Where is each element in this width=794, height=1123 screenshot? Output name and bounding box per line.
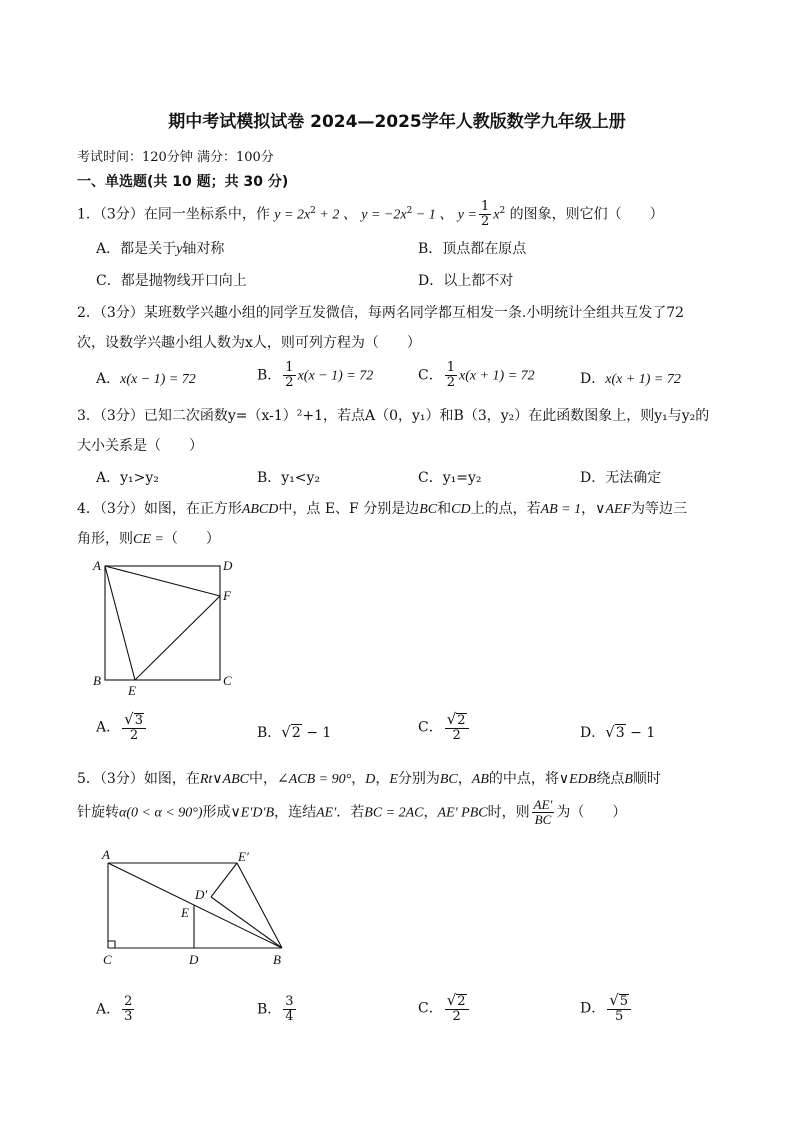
q2-option-b[interactable]	[257, 361, 373, 390]
q5-t7: ，	[375, 771, 390, 787]
q1-sup-3: 2	[499, 205, 506, 216]
q3-line-1: 3．（3分）已知二次函数y=（x-1）²+1，若点A（0，y₁）和B（3，y₂）在此函数图象上，则y₁与y₂的	[77, 408, 710, 424]
section-heading: 一、单选题(共 10 题；共 30 分)	[77, 174, 289, 190]
q4-t6: CD	[451, 502, 471, 517]
q4-t7: 上的点，若	[470, 501, 541, 517]
label-c: C	[223, 673, 232, 688]
q1-frac-den: 2	[480, 214, 490, 229]
q2-option-a-expr: x(x − 1) = 72	[120, 372, 196, 387]
q5-t5: ，	[351, 771, 366, 787]
label-d-prime: D′	[195, 887, 208, 902]
q5-b-num: 3	[285, 994, 294, 1009]
q4-option-b-label: B．	[257, 725, 282, 741]
q4-t10: ∨AEF	[595, 502, 632, 517]
q4-t11: 为等边三	[631, 501, 688, 517]
label-f: F	[223, 588, 231, 603]
q5-t20: 形成	[202, 804, 231, 821]
q5-c-den: 2	[452, 1009, 461, 1024]
q5-d-den: 5	[615, 1009, 624, 1024]
q4-d-rest: − 1	[625, 725, 656, 741]
q2-line-2: 次，设数学兴趣小组人数为x人，则可列方程为（ ）	[77, 335, 421, 351]
q4-a-den: 2	[129, 728, 139, 743]
q5-d-radicand: 5	[619, 994, 629, 1009]
q4-b-radicand: 2	[291, 725, 301, 741]
q1-option-a[interactable]	[96, 238, 224, 258]
q1-option-a-text: A．都是关于	[96, 241, 177, 257]
q5-t10: BC	[439, 772, 458, 787]
q1-option-b[interactable]: B．顶点都在原点	[418, 241, 527, 257]
q5-t22: ，连结	[274, 804, 317, 821]
q5-t27: AE′ PBC	[437, 805, 488, 821]
q4-option-a-frac: $\frac{√3}{2}$	[122, 712, 146, 743]
label-a: A	[93, 558, 101, 573]
q1-formula-3b: x	[493, 207, 500, 223]
q4-t12: 角形，则	[77, 531, 133, 547]
q2-b-den: 2	[285, 375, 294, 390]
q4-t2: ABCD	[241, 502, 279, 517]
label-d: D	[223, 558, 233, 573]
q1-sup-1: 2	[310, 205, 316, 216]
q5-t26: ，	[423, 804, 438, 821]
q2-option-d[interactable]	[580, 368, 681, 388]
q5-t4: ∠ACB = 90°	[276, 772, 352, 787]
q4-d-radicand: 3	[615, 725, 625, 741]
q1-frac-num: 1	[480, 199, 490, 214]
q1-formula-2: y = −2x	[361, 207, 407, 223]
page-title: 期中考试模拟试卷 2024—2025学年人教版数学九年级上册	[168, 112, 626, 132]
q2-option-d-expr: x(x + 1) = 72	[605, 372, 681, 387]
q1-fraction	[479, 200, 491, 229]
exam-meta: 考试时间：120分钟 满分：100分	[77, 150, 274, 165]
q5-option-a-label: A．	[96, 1001, 121, 1018]
q5-t19: α(0 < α < 90°)	[119, 805, 203, 821]
q4-option-c-label: C．	[418, 719, 443, 736]
q4-b-rest: − 1	[301, 725, 332, 741]
q2-option-a-label: A．	[96, 371, 121, 387]
q5-t3: 中，	[248, 771, 277, 787]
q3-line-2: 大小关系是（ ）	[77, 438, 203, 454]
q2-option-c-label: C．	[418, 367, 443, 384]
q4-t4: BC	[419, 502, 438, 517]
q2-option-c-expr: x(x + 1) = 72	[459, 368, 535, 384]
q2-option-c[interactable]	[418, 361, 535, 390]
q5-t21: ∨E′D′B	[230, 805, 275, 821]
q4-option-a-label: A．	[96, 719, 121, 736]
q2-option-a[interactable]	[96, 368, 196, 388]
q5-t29: 为（ ）	[556, 804, 627, 821]
q1-option-c[interactable]: C．都是抛物线开口向上	[96, 273, 247, 289]
q5-t2: Rt∨ABC	[199, 772, 249, 787]
q1-suffix: 的图象，则它们（ ）	[509, 206, 664, 223]
q1-formula-2b: − 1 、	[412, 207, 454, 223]
q1-formula-1: y = 2x	[274, 207, 311, 223]
q4-t3: 中，点 E、F 分别是边	[278, 501, 420, 517]
q5-t11: ，	[457, 771, 472, 787]
q3-option-d[interactable]: D．无法确定	[580, 470, 662, 486]
q4-t13: CE =	[133, 532, 164, 547]
q5-t1: 5．（3分）如图，在	[77, 771, 200, 787]
question-1	[77, 200, 664, 229]
q2-option-b-label: B．	[257, 367, 282, 384]
q5-option-b-label: B．	[257, 1001, 282, 1018]
q1-formula-1b: + 2 、	[315, 207, 357, 223]
q5-t24: ．若	[336, 804, 365, 821]
q4-option-a[interactable]	[96, 712, 148, 743]
q5-t16: B	[624, 772, 633, 787]
q3-option-a[interactable]: A．y₁>y₂	[96, 470, 159, 486]
label-e: E	[128, 683, 136, 698]
q4-option-d-label: D．	[580, 725, 606, 741]
q4-square-figure	[88, 555, 248, 700]
q5-ratio-frac	[532, 798, 555, 827]
q5-t15: 绕点	[596, 771, 625, 787]
q5-line-2	[77, 798, 626, 827]
q5-t13: 的中点，将	[488, 771, 559, 787]
q4-t1: 4．（3分）如图，在正方形	[77, 501, 242, 517]
q4-option-c-frac: $\frac{√2}{2}$	[445, 712, 469, 743]
q5-b-den: 4	[285, 1009, 294, 1024]
q3-option-b[interactable]: B．y₁<y₂	[257, 470, 321, 486]
q4-line-2	[77, 528, 220, 548]
q5-t23: AE′	[316, 805, 337, 821]
q5-t8: E	[389, 772, 398, 787]
q2-option-d-label: D．	[580, 371, 606, 387]
q5-option-c[interactable]	[418, 993, 471, 1024]
segment-ef	[135, 596, 220, 680]
q2-option-c-frac	[445, 361, 457, 390]
label-b: B	[93, 673, 101, 688]
q4-c-den: 2	[452, 728, 461, 743]
q5-option-d-frac: $\frac{√5}{5}$	[607, 993, 631, 1024]
q5-t17: 顺时	[632, 771, 661, 787]
q4-t8: AB = 1	[540, 502, 582, 517]
q5-option-d[interactable]	[580, 993, 633, 1024]
q5-option-a[interactable]	[96, 995, 136, 1024]
label-a: A	[102, 847, 110, 862]
q5-t14: ∨EDB	[558, 772, 597, 787]
q5-line-1	[77, 768, 661, 788]
segment-e2d2	[211, 863, 237, 897]
q4-a-radicand: 3	[134, 713, 143, 728]
label-d: D	[189, 952, 199, 967]
square-abcd	[105, 566, 220, 680]
q4-t14: （ ）	[163, 531, 220, 547]
q2-c-den: 2	[446, 375, 455, 390]
q2-c-num: 1	[446, 360, 455, 375]
q5-option-c-label: C．	[418, 1000, 443, 1017]
q5-t18: 针旋转	[77, 804, 119, 821]
q5-c-radicand: 2	[457, 994, 466, 1009]
q5-t6: D	[365, 772, 376, 787]
q1-option-a-text2: 轴对称	[182, 241, 225, 257]
segment-ab	[108, 863, 282, 948]
q4-c-radicand: 2	[457, 713, 466, 728]
q5-t25: BC = 2AC	[364, 805, 424, 821]
right-angle-mark	[108, 941, 115, 948]
q2-b-num: 1	[285, 360, 294, 375]
q1-prefix: 1．（3分）在同一坐标系中，作	[77, 206, 270, 223]
q5-a-den: 3	[124, 1009, 133, 1024]
segment-ae	[105, 566, 135, 680]
q1-option-d[interactable]: D．以上都不对	[418, 273, 514, 289]
q2-line-1: 2．（3分）某班数学兴趣小组的同学互发微信，每两名同学都互相发一条.小明统计全组共互发了72	[77, 305, 685, 321]
q5-t12: AB	[471, 772, 489, 787]
label-c: C	[103, 952, 112, 967]
segment-af	[105, 566, 220, 596]
q4-t9: ，	[581, 501, 596, 517]
q5-triangle-figure	[95, 845, 300, 970]
q2-option-b-frac	[283, 361, 295, 390]
q5-option-b[interactable]	[257, 995, 298, 1024]
q4-line-1	[77, 498, 687, 518]
label-e: E	[181, 905, 189, 920]
q1-option-a-var: y	[176, 242, 183, 257]
q5-t9: 分别为	[397, 771, 440, 787]
q1-sup-2: 2	[406, 205, 413, 216]
q5-ratio-den: BC	[534, 812, 552, 827]
q1-formula-3: y =	[457, 207, 477, 223]
q3-option-c[interactable]: C．y₁=y₂	[418, 470, 482, 486]
label-b: B	[273, 952, 281, 967]
segment-d2b	[211, 897, 282, 948]
q2-option-b-expr: x(x − 1) = 72	[297, 368, 374, 384]
q4-t5: 和	[437, 501, 452, 517]
label-e-prime: E′	[238, 849, 249, 864]
q4-option-d[interactable]: D．√3 − 1	[580, 723, 656, 741]
q5-option-c-frac: $\frac{√2}{2}$	[445, 993, 469, 1024]
q5-option-b-frac	[283, 995, 295, 1024]
q4-option-b[interactable]: B．√2 − 1	[257, 723, 332, 741]
q5-ratio-num: AE′	[533, 797, 553, 812]
q5-option-d-label: D．	[580, 1000, 606, 1017]
segment-e2b	[237, 863, 282, 948]
q5-a-num: 2	[124, 994, 133, 1009]
q4-option-c[interactable]	[418, 712, 471, 743]
q5-t28: 时，则	[487, 804, 530, 821]
q5-option-a-frac	[122, 995, 134, 1024]
